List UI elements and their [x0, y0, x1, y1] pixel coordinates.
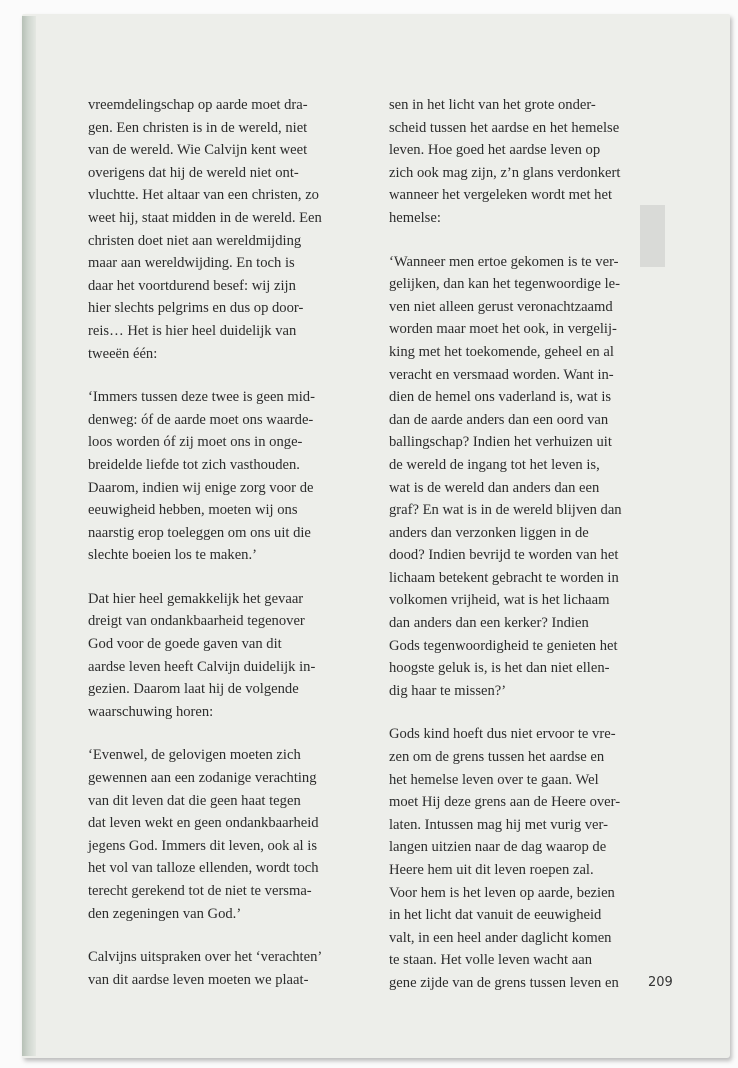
text-line: terecht gerekend tot de niet te versma-: [88, 883, 312, 899]
text-line: vreemdelingschap op aarde moet dra-: [88, 97, 308, 113]
text-line: dreigt van ondankbaarheid tegenover: [88, 613, 305, 630]
text-line: te staan. Het volle leven wacht aan: [389, 952, 593, 969]
text-line: waarschuwing horen:: [88, 703, 214, 720]
text-line: God voor de goede gaven van dit: [88, 636, 282, 653]
text-line: dien de hemel ons vaderland is, wat is: [389, 389, 612, 406]
text-line: volkomen vrijheid, wat is het lichaam: [389, 592, 610, 609]
text-line: eeuwigheid hebben, moeten wij ons: [88, 502, 298, 519]
text-line: Dat hier heel gemakkelijk het gevaar: [88, 590, 304, 607]
text-line: gewennen aan een zodanige verachting: [88, 770, 317, 787]
text-line: Daarom, indien wij enige zorg voor de: [88, 479, 314, 496]
text-line: den zegeningen van God.’: [88, 905, 242, 922]
text-line: anders dan verzonken liggen in de: [389, 524, 589, 541]
paragraph: [88, 744, 368, 925]
text-line: hemelse:: [389, 209, 441, 226]
paragraph: [389, 723, 669, 994]
paragraph: [88, 94, 368, 365]
text-line: gezien. Daarom laat hij de volgende: [88, 681, 299, 698]
paragraph: [88, 588, 368, 724]
text-line: Heere hem uit dit leven roepen zal.: [389, 862, 594, 878]
text-line: Gods kind hoeft dus niet ervoor te vre-: [389, 726, 616, 743]
text-line: dood? Indien bevrijd te worden van het: [389, 547, 619, 564]
text-line: dan de aarde anders dan een oord van: [389, 411, 609, 428]
text-line: sen in het licht van het grote onder-: [389, 97, 596, 113]
text-line: jegens God. Immers dit leven, ook al is: [88, 837, 317, 854]
text-line: van dit aardse leven moeten we plaat-: [88, 971, 309, 988]
left-column: [88, 94, 368, 1012]
text-line: aardse leven heeft Calvijn duidelijk in-: [88, 658, 316, 675]
text-line: laten. Intussen mag hij met vurig ver-: [389, 816, 608, 833]
book-spine: [22, 16, 36, 1056]
text-line: ‘Evenwel, de gelovigen moeten zich: [88, 747, 301, 764]
page-number: 209: [648, 975, 673, 990]
text-line: maar aan wereldwijding. En toch is: [88, 255, 295, 272]
text-line: in het licht dat vanuit de eeuwigheid: [389, 907, 602, 924]
text-line: gelijken, dan kan het tegenwoordige le-: [389, 276, 620, 293]
text-line: leven. Hoe goed het aardse leven op: [389, 142, 601, 159]
text-line: ‘Wanneer men ertoe gekomen is te ver-: [389, 253, 619, 270]
text-line: gene zijde van de grens tussen leven en: [389, 974, 619, 991]
text-line: gen. Een christen is in de wereld, niet: [88, 119, 308, 136]
text-line: graf? En wat is in de wereld blijven dan: [389, 502, 622, 519]
text-line: reis… Het is hier heel duidelijk van: [88, 322, 297, 339]
text-line: naarstig erop toeleggen om ons uit die: [88, 524, 311, 541]
text-line: zich ook mag zijn, z’n glans verdonkert: [389, 164, 621, 181]
text-line: hier slechts pelgrims en dus op door-: [88, 300, 304, 317]
text-line: lichaam betekent gebracht te worden in: [389, 569, 619, 586]
text-line: dig haar te missen?’: [389, 682, 507, 699]
text-line: wat is de wereld dan anders dan een: [389, 479, 600, 496]
paragraph: [88, 946, 368, 991]
text-line: slechte boeien los te maken.’: [88, 547, 257, 564]
text-line: overigens dat hij de wereld niet ont-: [88, 164, 299, 181]
text-line: ‘Immers tussen deze twee is geen mid-: [88, 389, 315, 406]
text-line: de wereld de ingang tot het leven is,: [389, 456, 600, 473]
text-line: langen uitzien naar de dag waarop de: [389, 839, 607, 856]
text-line: het vol van talloze ellenden, wordt toch: [88, 860, 319, 877]
text-line: daar het voortdurend besef: wij zijn: [88, 277, 296, 294]
text-line: scheid tussen het aardse en het hemelse: [389, 119, 620, 136]
text-line: zen om de grens tussen het aardse en: [389, 749, 605, 766]
text-line: breidelde liefde tot zich vasthouden.: [88, 456, 300, 473]
paragraph: [389, 251, 669, 703]
text-line: christen doet niet aan wereldmijding: [88, 232, 302, 249]
text-line: dan anders dan een kerker? Indien: [389, 615, 589, 632]
text-line: het hemelse leven over te gaan. Wel: [389, 771, 599, 788]
text-line: Calvijns uitspraken over het ‘verachten’: [88, 949, 323, 966]
text-line: ballingschap? Indien het verhuizen uit: [389, 434, 612, 451]
text-line: veracht en versmaad worden. Want in-: [389, 366, 614, 383]
right-column: [389, 94, 669, 1016]
text-line: Voor hem is het leven op aarde, bezien: [389, 884, 615, 901]
text-line: valt, in een heel ander daglicht komen: [389, 929, 612, 946]
text-line: ven niet alleen gerust veronachtzaamd: [389, 298, 613, 315]
text-line: vluchtte. Het altaar van een christen, zo: [88, 187, 319, 204]
text-line: moet Hij deze grens aan de Heere over-: [389, 794, 621, 811]
paragraph: [88, 386, 368, 567]
text-line: van dit leven dat die geen haat tegen: [88, 792, 301, 809]
text-line: denweg: óf de aarde moet ons waarde-: [88, 411, 314, 428]
paragraph: [389, 94, 669, 230]
text-line: van de wereld. Wie Calvijn kent weet: [88, 142, 308, 159]
text-line: tweeën één:: [88, 345, 158, 362]
text-line: hoogste geluk is, is het dan niet ellen-: [389, 660, 610, 677]
text-line: weet hij, staat midden in de wereld. Een: [88, 209, 322, 226]
text-line: wanneer het vergeleken wordt met het: [389, 187, 613, 204]
text-line: king met het toekomende, geheel en al: [389, 343, 614, 360]
text-line: Gods tegenwoordigheid te genieten het: [389, 637, 618, 654]
text-line: loos worden óf zij moet ons in onge-: [88, 434, 303, 451]
text-line: dat leven wekt en geen ondankbaarheid: [88, 815, 319, 832]
text-line: worden maar moet het ook, in vergelij-: [389, 321, 617, 338]
